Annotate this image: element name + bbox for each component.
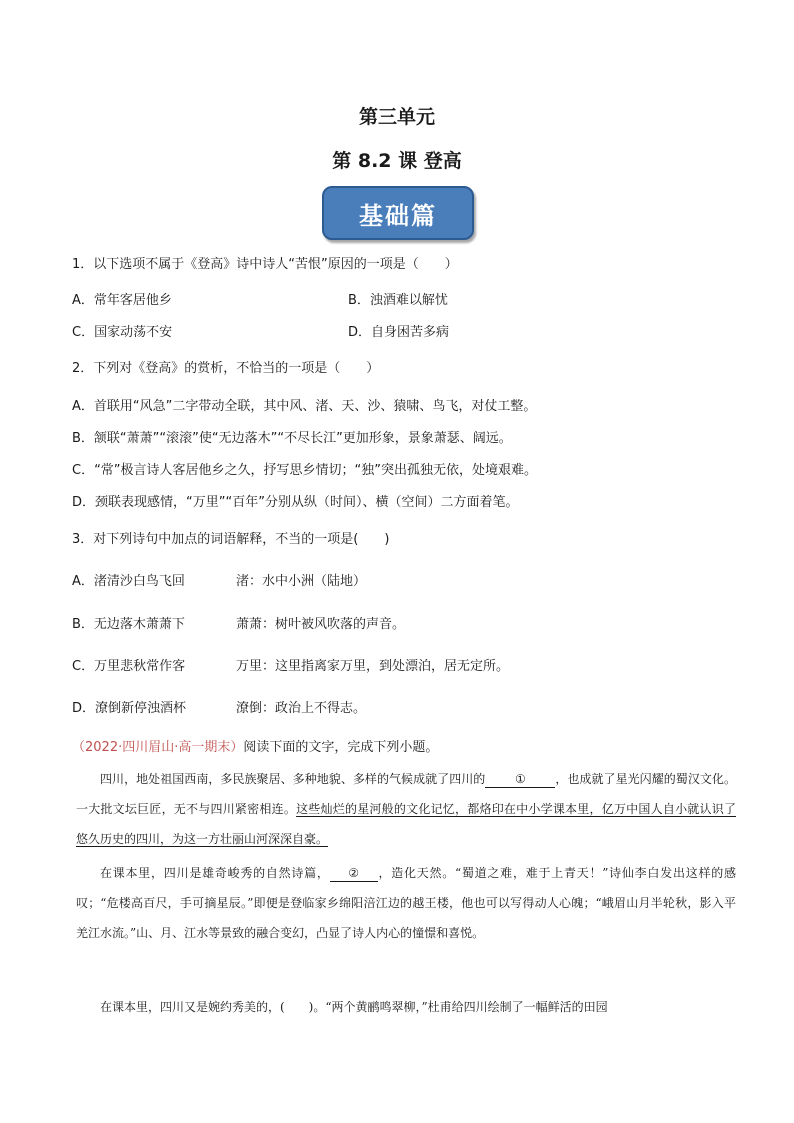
question-2-option-d: D．颈联表现感情，“万里”“百年”分别从纵（时间）、横（空间）二方面着笔。: [72, 495, 519, 510]
basic-section-badge: 基础篇: [322, 186, 474, 240]
question-3-gloss-a: 渚：水中小洲（陆地）: [236, 574, 367, 589]
reading-header: [72, 740, 438, 756]
question-3-option-d: D．潦倒新停浊酒杯: [72, 701, 187, 716]
question-3-gloss-c: 万里：这里指离家万里，到处漂泊，居无定所。: [236, 659, 510, 674]
blank-2: ②: [330, 865, 378, 882]
question-3-option-b: B．无边落木萧萧下: [72, 617, 185, 632]
underlined-sentence: 这些灿烂的星河般的文化记忆，都烙印在中小学课本里，亿万中国人自小就认识了悠久历史的四川，为这一方壮丽山河深深自豪。: [76, 802, 736, 846]
question-2-option-c: C．“常”极言诗人客居他乡之久，抒写思乡情切；“独”突出孤独无依，处境艰难。: [72, 463, 538, 478]
question-2-option-a: A．首联用“风急”二字带动全联，其中风、渚、天、沙、猿啸、鸟飞，对仗工整。: [72, 399, 537, 414]
question-3-gloss-b: 萧萧：树叶被风吹落的声音。: [236, 617, 406, 632]
question-1-option-d: D．自身困苦多病: [348, 325, 450, 340]
reading-instruction: 阅读下面的文字，完成下列小题。: [243, 740, 439, 755]
passage-paragraph-2: 在课本里，四川是雄奇峻秀的自然诗篇， ② ，造化天然。“蜀道之难，难于上青天！”诗仙李白发出这样的感叹；“危楼高百尺，手可摘星辰。”即便是登临家乡绵阳涪江边的越王楼，他也可以写得动人心魄；“峨眉山月半轮秋，影入平羌江水流。”山、月、江水等景致的融合变幻，凸显了诗人内心的憧憬和喜悦。: [76, 866, 736, 940]
lesson-title: 第 8.2 课 登高: [332, 150, 462, 172]
question-1-option-b: B．浊酒难以解忧: [348, 293, 448, 308]
question-1-option-a: A．常年客居他乡: [72, 293, 172, 308]
question-2-option-b: B．颔联“萧萧”“滚滚”使“无边落木”“不尽长江”更加形象，景象萧瑟、阔远。: [72, 431, 512, 446]
question-3-option-c: C．万里悲秋常作客: [72, 659, 186, 674]
blank-1: ①: [485, 771, 555, 788]
reading-source: （2022·四川眉山·高一期末）: [72, 740, 244, 755]
passage-paragraph-3: 在课本里，四川又是婉约秀美的，( )。“两个黄鹂鸣翠柳，”杜甫给四川绘制了一幅鲜活的田园: [100, 1000, 608, 1014]
passage-paragraph-1: 四川，地处祖国西南，多民族聚居、多种地貌、多样的气候成就了四川的 ① ，也成就了星光闪耀的蜀汉文化。一大批文坛巨匠，无不与四川紧密相连。这些灿烂的星河般的文化记忆，都烙印在中小学课本里，亿万中国人自小就认识了悠久历史的四川，为这一方壮丽山河深深自豪。: [76, 772, 736, 846]
question-1-option-c: C．国家动荡不安: [72, 325, 173, 340]
question-2-stem: 2．下列对《登高》的赏析，不恰当的一项是（ ）: [72, 361, 380, 376]
unit-title: 第三单元: [358, 106, 435, 128]
question-3-option-a: A．渚清沙白鸟飞回: [72, 574, 185, 589]
question-1-stem: 1．以下选项不属于《登高》诗中诗人“苦恨”原因的一项是（ ）: [72, 257, 458, 272]
question-3-gloss-d: 潦倒：政治上不得志。: [236, 701, 367, 716]
question-3-stem: 3．对下列诗句中加点的词语解释，不当的一项是( ): [72, 532, 390, 547]
